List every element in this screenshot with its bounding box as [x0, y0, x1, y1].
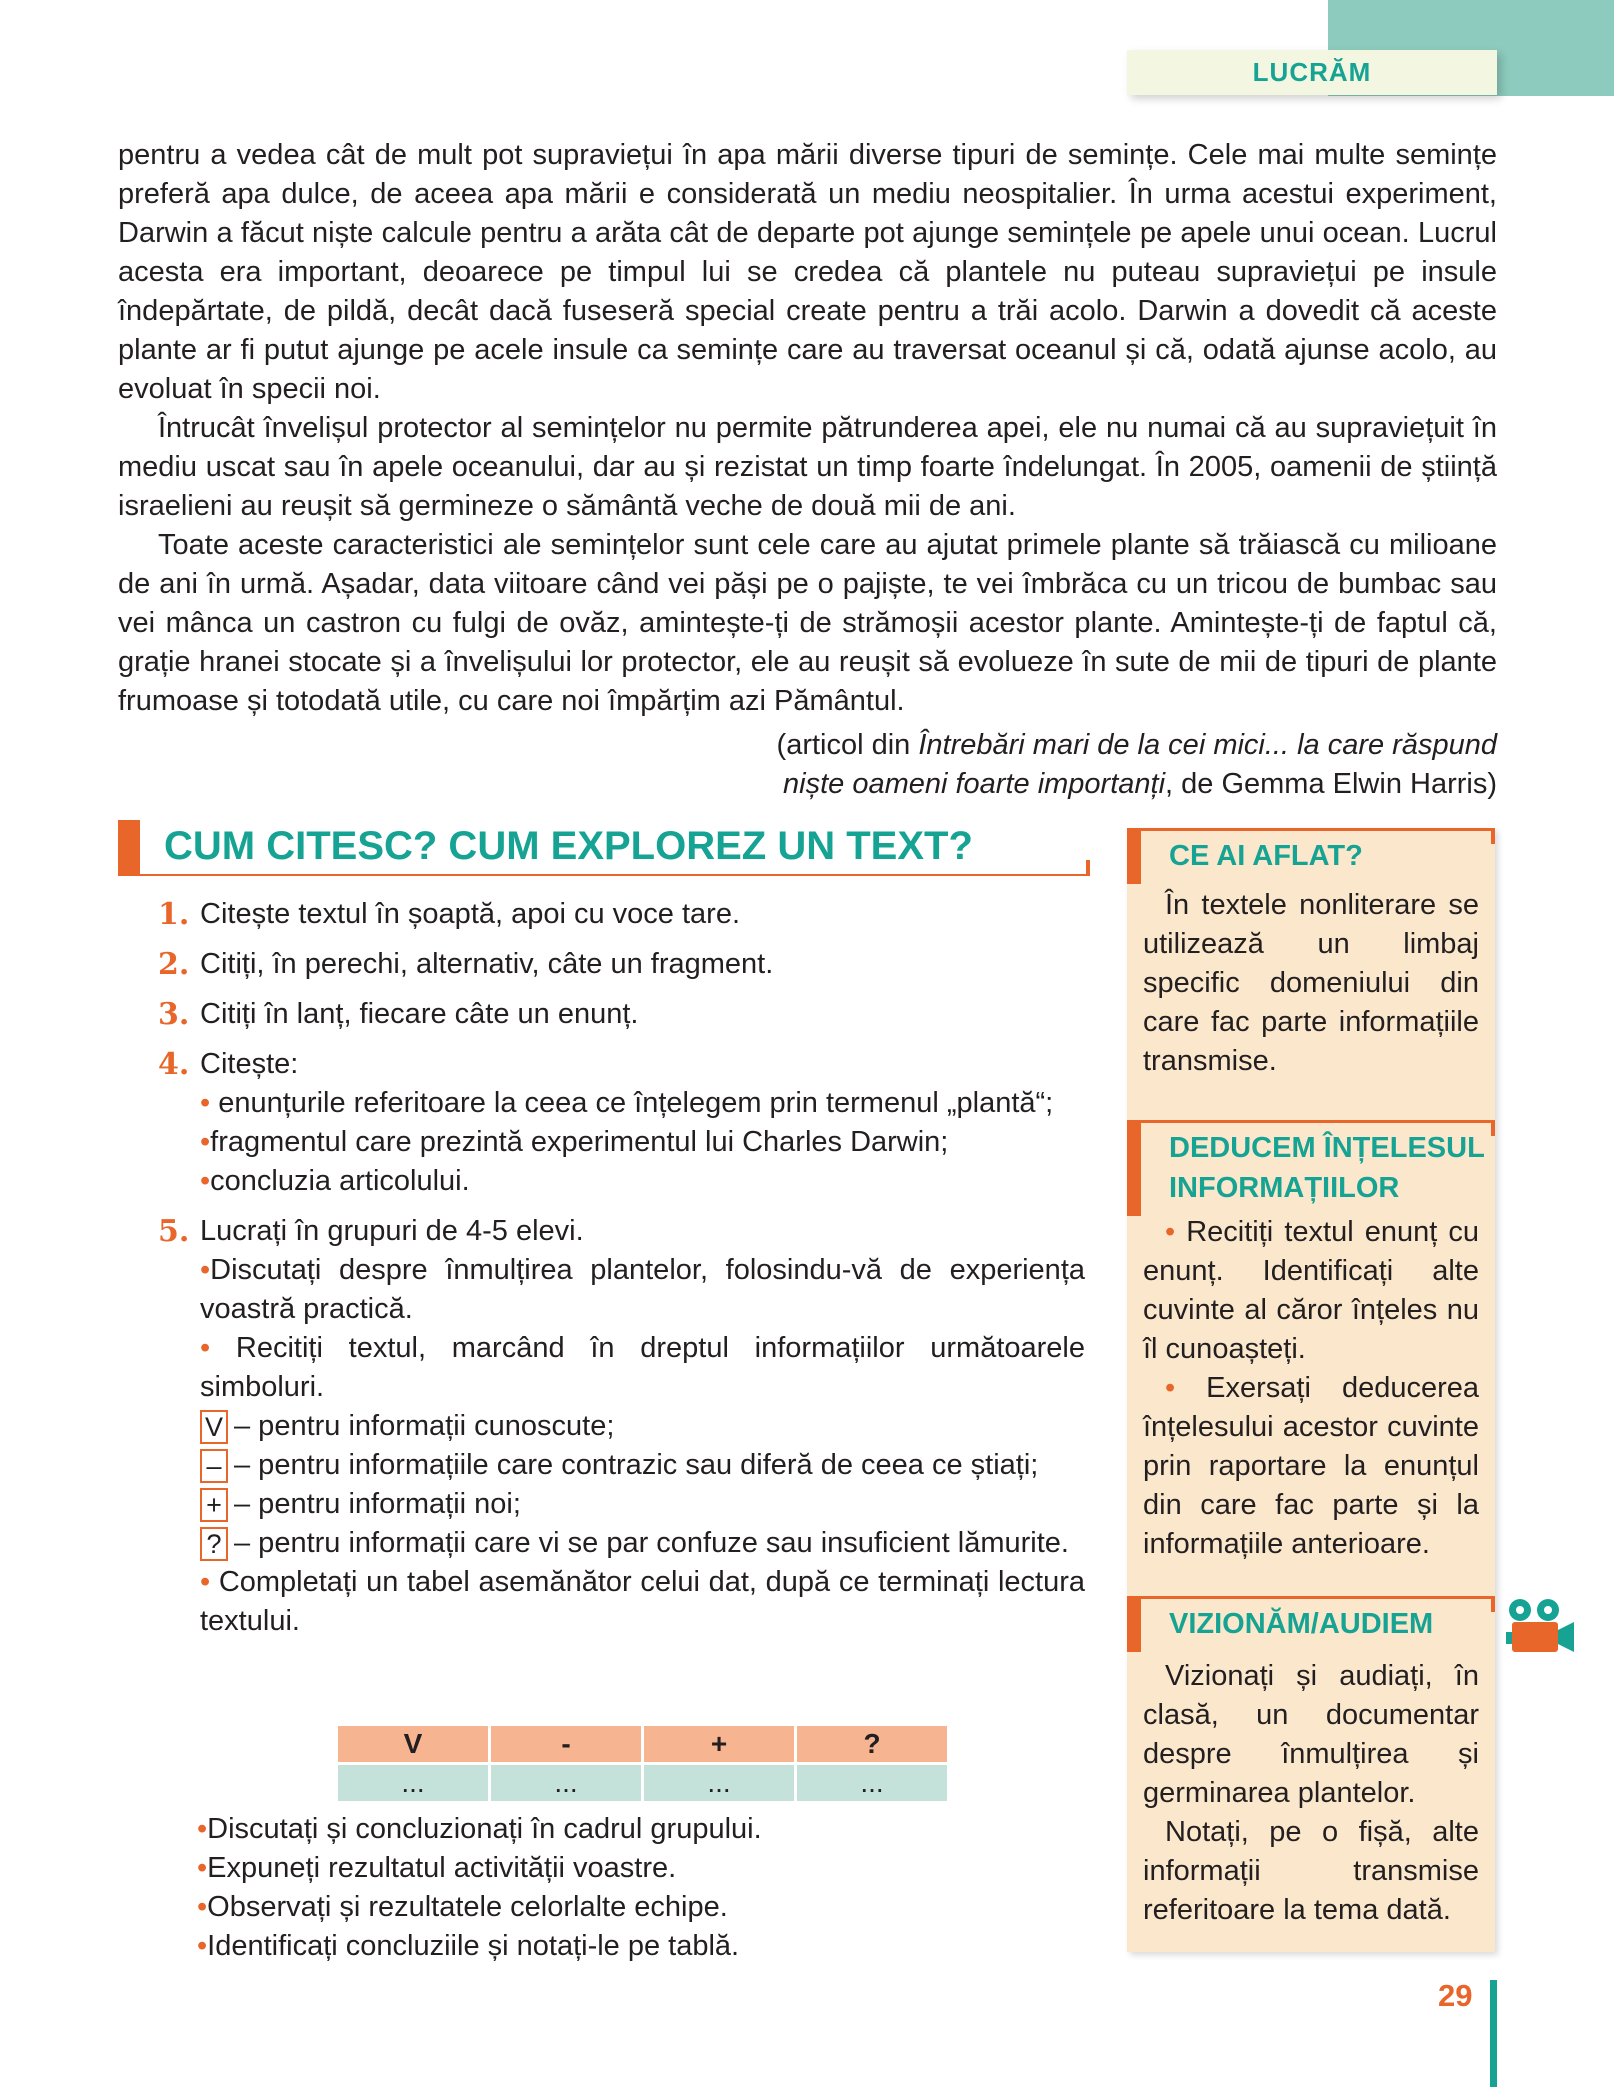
task-text: Citiți, în perechi, alternativ, câte un fragment.	[200, 948, 774, 980]
symbol-text: – pentru informații noi;	[234, 1488, 521, 1520]
bullet-text: Expuneți rezultatul activității voastre.	[207, 1852, 677, 1884]
task-number: 4.	[158, 1047, 190, 1082]
table-cell: ...	[797, 1765, 947, 1801]
article-paragraph: pentru a vedea cât de mult pot supraviețui în apa mării diverse tipuri de semințe. Cele mai multe semințe preferă apa dulce, de aceea apa mării e considerată un mediu neospitalier. În urma acestui experiment, Darwin a făcut niște calcule pentru a arăta cât de departe pot ajunge semințele pe apele unui ocean. Lucrul acesta era important, deoarece pe timpul lui se credea că plantele nu puteau supraviețui pe insule îndepărtate, de pildă, decât dacă fuseseră special create pentru a trăi acolo. Darwin a dovedit că aceste plante ar fi putut ajunge pe acele insule ca semințe care au traversat oceanul și că, odată ajunse acolo, au evoluat în specii noi.	[118, 139, 1497, 405]
symbol-item	[200, 1407, 1085, 1446]
symbol-item	[200, 1485, 1085, 1524]
task-number: 3.	[158, 997, 190, 1032]
article-text	[118, 136, 1497, 721]
bullet-item: • Completați un tabel asemănător celui dat, după ce terminați lectura textului.	[200, 1566, 1085, 1637]
task-item	[150, 945, 1085, 984]
task-list	[150, 895, 1085, 1652]
symbol-box: +	[200, 1488, 228, 1522]
task-text: Lucrați în grupuri de 4-5 elevi.	[200, 1215, 584, 1247]
article-paragraph: Întrucât învelișul protector al semințelor nu permite pătrunderea apei, ele nu numai că au supraviețuit în mediu uscat sau în apele oceanului, dar au și rezistat un timp foarte îndelungat. În 2005, oamenii de știință israelieni au reușit să germineze o sământă veche de două mii de ani.	[118, 412, 1497, 522]
table-header-cell: ?	[797, 1726, 947, 1762]
table-cell: ...	[338, 1765, 488, 1801]
bullet-item: •Expuneți rezultatul activității voastre.	[197, 1852, 677, 1884]
article-paragraph: Toate aceste caracteristici ale semințelor sunt cele care au ajutat primele plante să trăiască cu milioane de ani în urmă. Așadar, data viitoare când vei păși pe o pajiște, te vei îmbrăca cu un tricou de bumbac sau vei mânca un castron cu fulgi de ovăz, amintește-ți de strămoșii acestor plante. Amintește-ți de faptul că, grație hranei stocate și a învelișului lor protector, ele au reușit să evolueze în sute de mii de tipuri de plante frumoase și totodată utile, cu care noi împărțim azi Pământul.	[118, 529, 1497, 717]
bullet-item: • enunțurile referitoare la ceea ce înțelegem prin termenul „plantă“;	[200, 1087, 1054, 1119]
task-number: 2.	[158, 947, 190, 982]
task-number: 1.	[158, 897, 190, 932]
sidebar-paragraph: • Exersați deducerea înțelesului acestor cuvinte prin raportare la enunțul din care fac parte și la informațiile anterioare.	[1143, 1372, 1479, 1560]
table-cell: ...	[644, 1765, 794, 1801]
bullet-text: Discutați și concluzionați în cadrul grupului.	[207, 1813, 762, 1845]
task-number: 5.	[158, 1214, 190, 1249]
final-bullet-list	[197, 1810, 1077, 1966]
sidebar-title-line: DEDUCEM ÎNȚELESUL	[1169, 1132, 1485, 1164]
sidebar-heading	[1127, 1120, 1495, 1216]
task-text: Citește:	[200, 1048, 299, 1080]
symbol-table	[335, 1723, 950, 1804]
symbol-box: ?	[200, 1527, 228, 1561]
page-number: 29	[1438, 1978, 1473, 2013]
bullet-text: enunțurile referitoare la ceea ce înțelegem prin termenul „plantă“;	[218, 1087, 1054, 1119]
sidebar-paragraph: Notați, pe o fișă, alte informații transmise referitoare la tema dată.	[1143, 1816, 1479, 1926]
symbol-item	[200, 1524, 1085, 1563]
section-title: CUM CITESC? CUM EXPLOREZ UN TEXT?	[164, 824, 973, 868]
task-item	[150, 1212, 1085, 1641]
bullet-text: Discutați despre înmulțirea plantelor, folosindu-vă de experiența voastră practică.	[200, 1254, 1085, 1325]
bullet-text: Completați un tabel asemănător celui dat, după ce terminați lectura textului.	[200, 1566, 1085, 1637]
symbol-text: – pentru informațiile care contrazic sau diferă de ceea ce știați;	[234, 1449, 1039, 1481]
bullet-text: concluzia articolului.	[210, 1165, 470, 1197]
bullet-item: •fragmentul care prezintă experimentul lui Charles Darwin;	[200, 1126, 949, 1158]
sidebar-title: VIZIONĂM/AUDIEM	[1169, 1608, 1434, 1640]
film-camera-icon	[1506, 1596, 1578, 1656]
source-prefix: (articol din	[776, 729, 919, 761]
sidebar-bullet: Recitiți textul enunț cu enunț. Identificați alte cuvinte al căror înțeles nu îl cunoașteți.	[1143, 1216, 1479, 1365]
symbol-box: –	[200, 1449, 228, 1483]
sidebar-title-line: INFORMAȚIILOR	[1169, 1172, 1400, 1204]
symbol-text: – pentru informații cunoscute;	[234, 1410, 615, 1442]
sidebar	[1127, 828, 1495, 1952]
sidebar-text	[1143, 1657, 1479, 1930]
task-text: Citiți în lanț, fiecare câte un enunț.	[200, 998, 639, 1030]
table-header-cell: +	[644, 1726, 794, 1762]
task-text: Citește textul în șoaptă, apoi cu voce tare.	[200, 898, 741, 930]
sidebar-paragraph: În textele nonliterare se utilizează un limbaj specific domeniului din care fac parte informațiile transmise.	[1143, 889, 1479, 1077]
sidebar-text	[1143, 1213, 1479, 1564]
bullet-text: fragmentul care prezintă experimentul lui Charles Darwin;	[210, 1126, 949, 1158]
table-header-cell: V	[338, 1726, 488, 1762]
sidebar-heading	[1127, 828, 1495, 884]
task-item	[150, 1045, 1085, 1201]
bullet-item: •Discutați despre înmulțirea plantelor, folosindu-vă de experiența voastră practică.	[200, 1254, 1085, 1325]
task-item	[150, 895, 1085, 934]
bullet-text: Identificați concluziile și notați-le pe tablă.	[207, 1930, 740, 1962]
bullet-item: •Identificați concluziile și notați-le pe tablă.	[197, 1930, 740, 1962]
table-cell: ...	[491, 1765, 641, 1801]
task-item	[150, 995, 1085, 1034]
sidebar-paragraph: Vizionați și audiați, în clasă, un documentar despre înmulțirea și germinarea plantelor.	[1143, 1660, 1479, 1809]
chapter-tab: LUCRĂM	[1127, 50, 1497, 95]
table-header-cell: -	[491, 1726, 641, 1762]
article-source	[777, 726, 1497, 804]
bullet-item: •Observați și rezultatele celorlalte echipe.	[197, 1891, 728, 1923]
bullet-text: Recitiți textul, marcând în dreptul informațiilor următoarele simboluri.	[200, 1332, 1086, 1403]
source-author: , de Gemma Elwin Harris)	[1165, 768, 1497, 800]
bullet-text: Observați și rezultatele celorlalte echipe.	[207, 1891, 728, 1923]
symbol-box: V	[200, 1410, 228, 1444]
symbol-text: – pentru informații care vi se par confuze sau insuficient lămurite.	[234, 1527, 1069, 1559]
sidebar-title: CE AI AFLAT?	[1169, 840, 1363, 872]
symbol-item	[200, 1446, 1085, 1485]
page-number-bar	[1490, 1980, 1497, 2087]
sidebar-title	[1169, 1128, 1485, 1208]
sidebar-bullet: Exersați deducerea înțelesului acestor cuvinte prin raportare la enunțul din care fac parte și la informațiile anterioare.	[1143, 1372, 1479, 1560]
section-heading	[118, 820, 1090, 876]
source-title: Întrebări mari de la cei mici... la care răspund	[918, 729, 1497, 761]
bullet-item: •Discutați și concluzionați în cadrul grupului.	[197, 1813, 762, 1845]
sidebar-text	[1143, 886, 1479, 1081]
sidebar-heading	[1127, 1596, 1495, 1652]
sidebar-paragraph: • Recitiți textul enunț cu enunț. Identificați alte cuvinte al căror înțeles nu îl cunoașteți.	[1143, 1216, 1479, 1365]
bullet-item: •concluzia articolului.	[200, 1165, 470, 1197]
source-title: niște oameni foarte importanți	[783, 768, 1166, 800]
bullet-item: • Recitiți textul, marcând în dreptul informațiilor următoarele simboluri.	[200, 1332, 1086, 1403]
